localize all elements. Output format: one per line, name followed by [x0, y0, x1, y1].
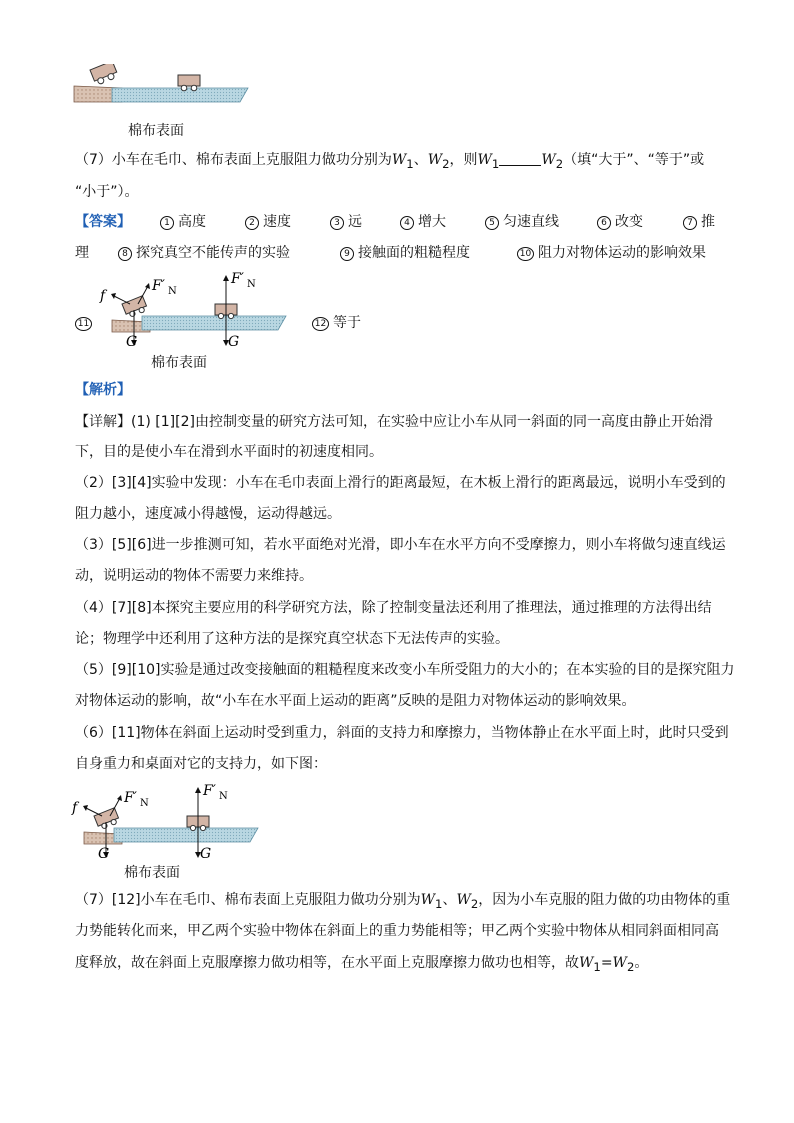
answer-item-9: 9 接触面的粗糙程度 — [340, 243, 470, 263]
analysis-q7-line-2: 力势能转化而来，甲乙两个实验中物体在斜面上的重力势能相等；甲乙两个实验中物体从相同斜面相同高 — [75, 923, 719, 939]
analysis-line: 【详解】(1) [1][2]由控制变量的研究方法可知，在实验中应让小车从同一斜面的同一高度由静止开始滑 — [75, 414, 713, 430]
answer-label: 【答案】 — [75, 214, 131, 230]
force-diagram-answer — [98, 268, 298, 348]
label-fn-sub-2: N — [247, 279, 256, 290]
force-diagram-caption: 棉布表面 — [151, 355, 207, 371]
label-fn-sub: N — [168, 286, 177, 297]
label-fn: F′ — [124, 790, 137, 806]
analysis-line: （2）[3][4]实验中发现：小车在毛巾表面上滑行的距离最短，在木板上滑行的距离最远，说明小车受到的 — [75, 475, 726, 491]
label-g-2: G — [200, 846, 212, 860]
answer-item-4: 4 增大 — [400, 212, 446, 232]
analysis-line: 下，目的是使小车在滑到水平面时的初速度相同。 — [75, 444, 383, 460]
answer-item-6: 6 改变 — [597, 212, 643, 232]
label-fn-2: F′ — [231, 271, 244, 287]
analysis-line: （4）[7][8]本探究主要应用的科学研究方法，除了控制变量法还利用了推理法，通过推理的方法得出结 — [75, 600, 712, 616]
analysis-line: （3）[5][6]进一步推测可知，若水平面绝对光滑，即小车在水平方向不受摩擦力，则小车将做匀速直线运 — [75, 537, 726, 553]
answer-blank — [499, 151, 541, 166]
label-f: f — [100, 288, 106, 304]
answer-item-2: 2 速度 — [245, 212, 291, 232]
answer-item-8: 8 探究真空不能传声的实验 — [118, 243, 290, 263]
analysis-line: 阻力越小，速度减小得越慢，运动得越远。 — [75, 506, 341, 522]
label-g: G — [98, 846, 110, 860]
question-7-line-1: （7）小车在毛巾、棉布表面上克服阻力做功分别为$W_1$、$W_2$，则$W_1$ $W_2$（填“大于”、“等于”或 — [75, 152, 705, 171]
answer-item-12: 12 等于 — [312, 313, 361, 333]
answer-item-1: 1 高度 — [160, 212, 206, 232]
analysis-line: （5）[9][10]实验是通过改变接触面的粗糙程度来改变小车所受阻力的大小的；在本实验的目的是探究阻力 — [75, 662, 735, 678]
analysis-label: 【解析】 — [75, 382, 131, 398]
label-fn-sub-2: N — [219, 791, 228, 802]
answer-item-7-cont: 理 — [75, 245, 89, 261]
answer-item-3: 3 远 — [330, 212, 362, 232]
top-incline-figure — [72, 64, 252, 108]
analysis-q7-line-3: 度释放，故在斜面上克服摩擦力做功相等，在水平面上克服摩擦力做功也相等，故$W_1=W_2$。 — [75, 955, 649, 974]
label-fn-sub: N — [140, 798, 149, 809]
analysis-line: 对物体运动的影响，故“小车在水平面上运动的距离”反映的是阻力对物体运动的影响效果。 — [75, 693, 636, 709]
force-diagram-analysis — [70, 780, 270, 860]
label-fn: F′ — [152, 278, 165, 294]
force-diagram-analysis-caption: 棉布表面 — [124, 865, 180, 881]
label-f: f — [72, 800, 78, 816]
analysis-line: 论；物理学中还利用了这种方法的是探究真空状态下无法传声的实验。 — [75, 631, 509, 647]
label-fn-2: F′ — [203, 783, 216, 799]
analysis-q7-line-1: （7）[12]小车在毛巾、棉布表面上克服阻力做功分别为$W_1$、$W_2$，因为小车克服的阻力做的功由物体的重 — [75, 892, 731, 911]
answer-item-10: 10 阻力对物体运动的影响效果 — [517, 243, 706, 263]
answer-item-11-marker: 11 — [75, 313, 96, 333]
analysis-line: 自身重力和桌面对它的支持力，如下图： — [75, 756, 327, 772]
label-g: G — [126, 334, 138, 348]
top-figure-caption: 棉布表面 — [128, 123, 184, 139]
answer-item-5: 5 匀速直线 — [485, 212, 559, 232]
answer-item-7: 7 推 — [683, 212, 715, 232]
analysis-line: 动，说明运动的物体不需要力来维持。 — [75, 568, 313, 584]
label-g-2: G — [228, 334, 240, 348]
question-7-line-2: “小于”）。 — [75, 184, 139, 200]
analysis-line: （6）[11]物体在斜面上运动时受到重力，斜面的支持力和摩擦力，当物体静止在水平面上时，此时只受到 — [75, 725, 729, 741]
